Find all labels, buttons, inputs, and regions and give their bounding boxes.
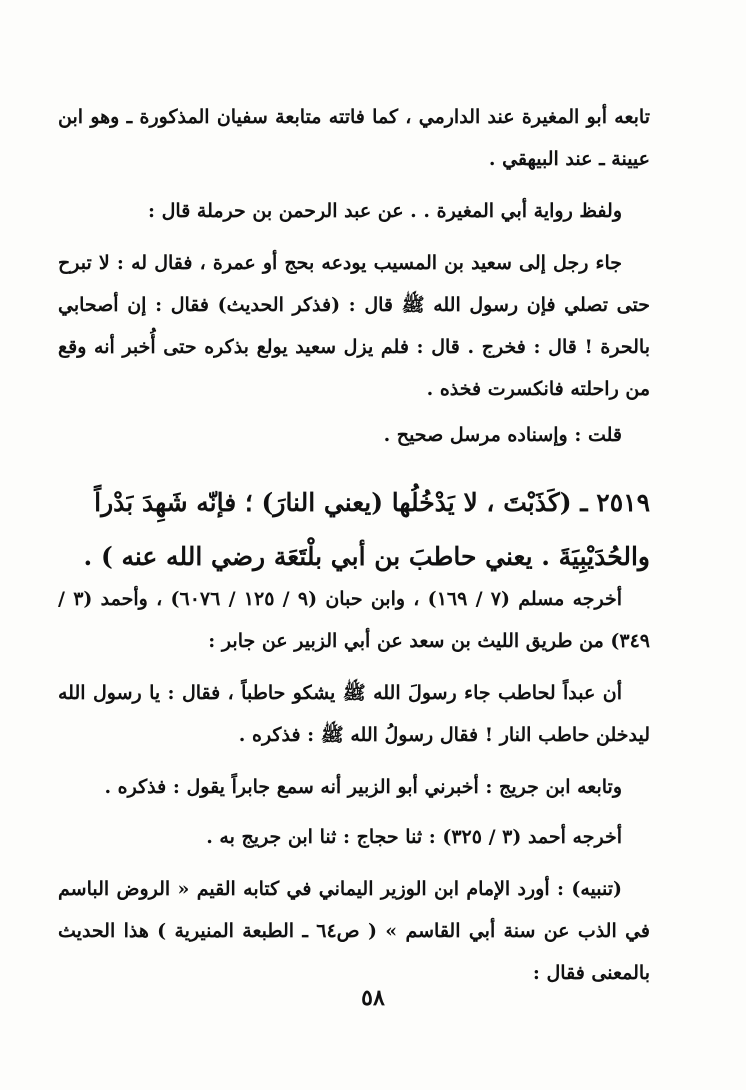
paragraph-takhrij-ahmad: أخرجه أحمد (٣ / ٣٢٥) : ثنا حجاج : ثنا ابن جريج به . bbox=[206, 826, 622, 848]
paragraph-ibn-jurayj: وتابعه ابن جريج : أخبرني أبو الزبير أنه سمع جابراً يقول : فذكره . bbox=[104, 776, 622, 798]
paragraph-grading: قلت : وإسناده مرسل صحيح . bbox=[383, 424, 622, 446]
paragraph-continuation: تابعه أبو المغيرة عند الدارمي ، كما فاتته متابعة سفيان المذكورة ـ وهو ابن عيينة ـ عند البيهقي . bbox=[58, 106, 650, 170]
paragraph-takhrij-muslim: أخرجه مسلم (٧ / ١٦٩) ، وابن حبان (٩ / ١٢٥ / ٦٠٧٦) ، وأحمد (٣ / ٣٤٩) من طريق الليث بن سعد عن أبي الزبير عن جابر : bbox=[58, 588, 650, 652]
paragraph-narration-text: جاء رجل إلى سعيد بن المسيب يودعه بحج أو عمرة ، فقال له : لا تبرح حتى تصلي فإن رسول الله ﷺ قال : (فذكر الحديث) فقال : إن أصحابي بالحرة ! قال : فخرج . قال : فلم يزل سعيد يولع بذكره حتى أُخبر أنه وقع من راحلته فانكسرت فخذه . bbox=[58, 252, 650, 400]
hadith-heading: ٢٥١٩ ـ (كَذَبْتَ ، لا يَدْخُلُها (يعني النارَ) ؛ فإنّه شَهِدَ بَدْراً والحُدَيْبِيَةَ . يعني حاطبَ بن أبي بلْتَعَة رضي الله عنه ) . bbox=[83, 488, 650, 571]
paragraph-hadith-story: أن عبداً لحاطب جاء رسولَ الله ﷺ يشكو حاطباً ، فقال : يا رسول الله ليدخلن حاطب النار ! فقال رسولُ الله ﷺ : فذكره . bbox=[58, 682, 650, 746]
paragraph-narration-intro: ولفظ رواية أبي المغيرة . . عن عبد الرحمن بن حرملة قال : bbox=[147, 200, 622, 222]
page-number: ٥٨ bbox=[361, 985, 385, 1011]
paragraph-note: (تنبيه) : أورد الإمام ابن الوزير اليماني في كتابه القيم « الروض الباسم في الذب عن سنة أبي القاسم » ( ص٦٤ ـ الطبعة المنيرية ) هذا الحديث بالمعنى فقال : bbox=[58, 878, 650, 984]
